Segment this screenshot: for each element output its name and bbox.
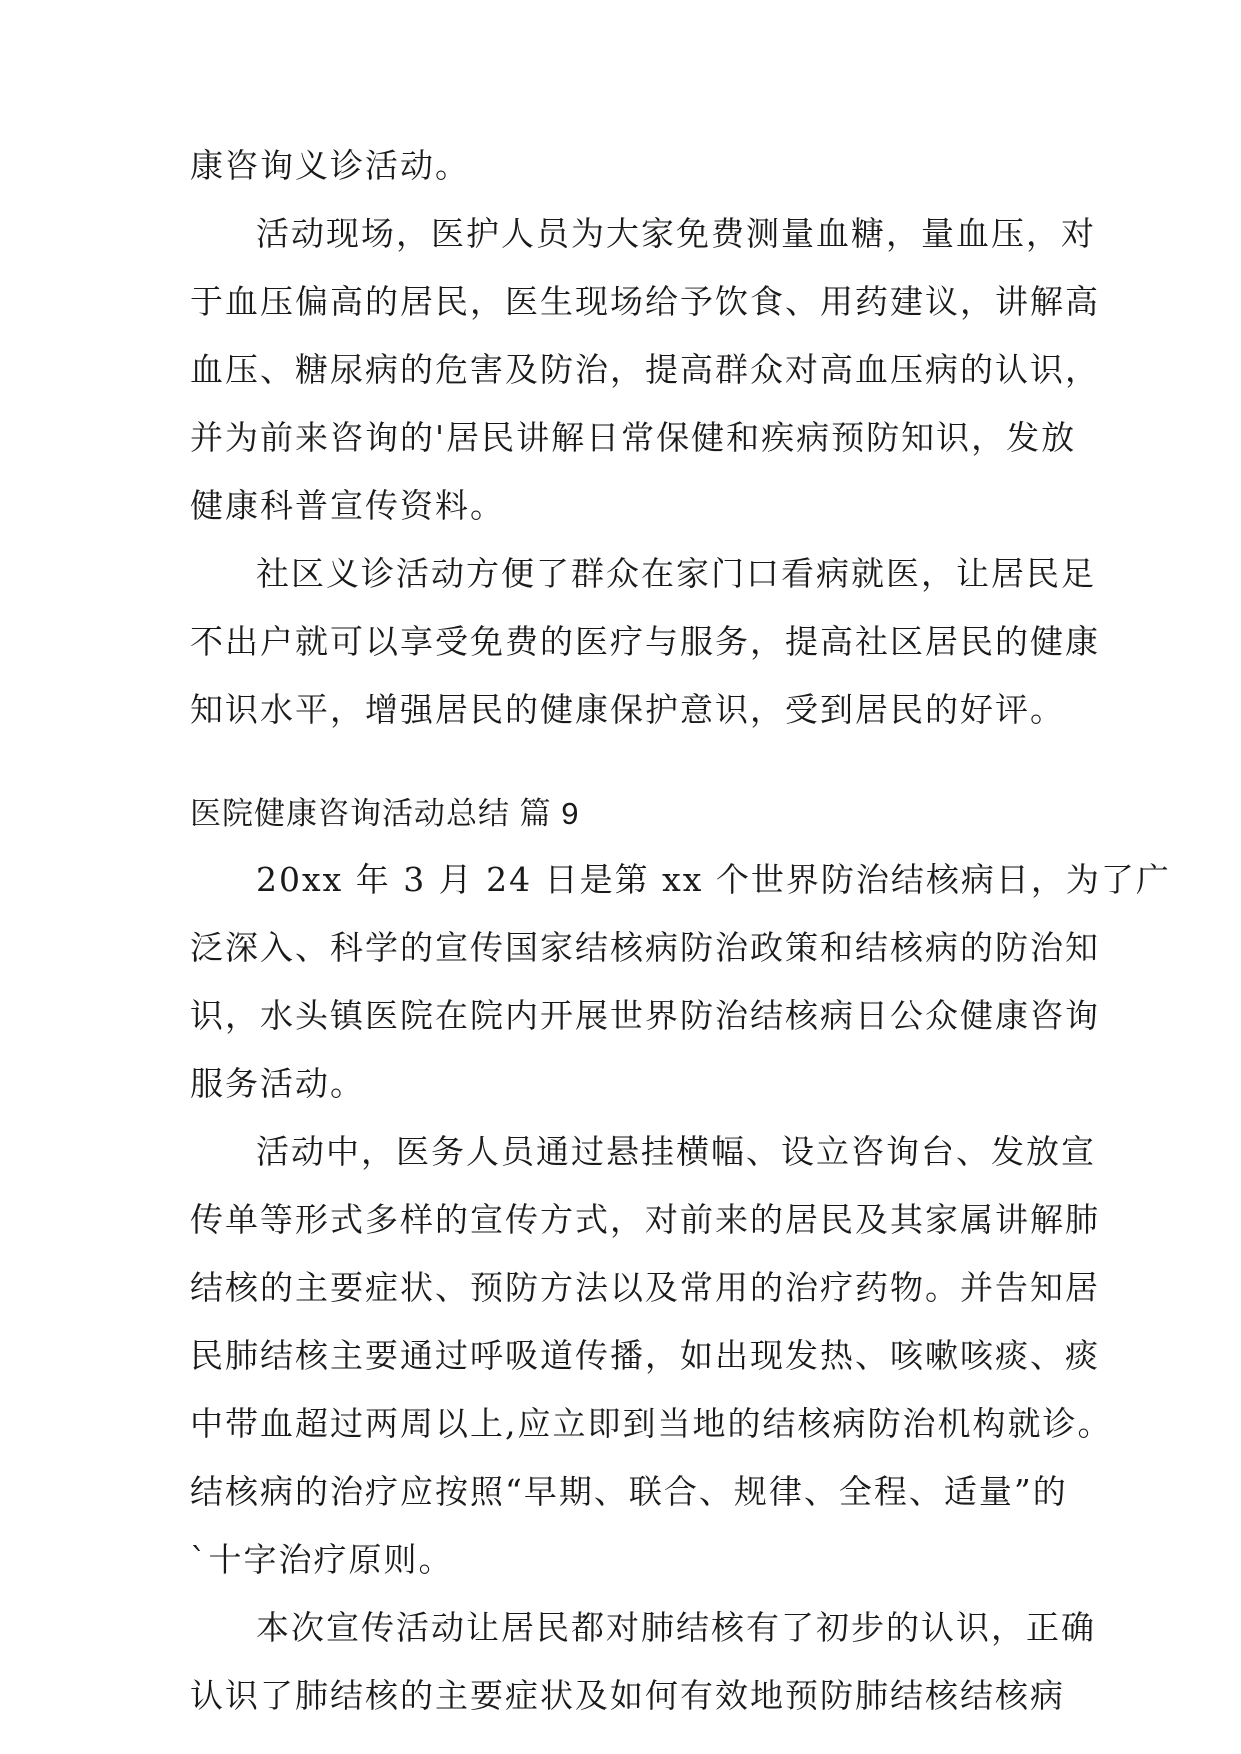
paragraph-4-line-2: 泛深入、科学的宣传国家结核病防治政策和结核病的防治知 (190, 928, 1100, 967)
paragraph-6-line-1: 本次宣传活动让居民都对肺结核有了初步的认识，正确 (256, 1608, 1096, 1647)
section-heading: 医院健康咨询活动总结 篇 9 (190, 796, 580, 831)
paragraph-5-line-7: `十字治疗原则。 (190, 1540, 454, 1579)
paragraph-6-line-2: 认识了肺结核的主要症状及如何有效地预防肺结核结核病 (190, 1676, 1065, 1715)
paragraph-4-line-1: 20xx 年 3 月 24 日是第 xx 个世界防治结核病日，为了广 (256, 860, 1171, 899)
paragraph-3-line-2: 不出户就可以享受免费的医疗与服务，提高社区居民的健康 (190, 622, 1100, 661)
paragraph-3-line-3: 知识水平，增强居民的健康保护意识，受到居民的好评。 (190, 690, 1065, 729)
paragraph-5-line-4: 民肺结核主要通过呼吸道传播，如出现发热、咳嗽咳痰、痰 (190, 1336, 1100, 1375)
paragraph-4-line-3: 识，水头镇医院在院内开展世界防治结核病日公众健康咨询 (190, 996, 1100, 1035)
paragraph-1-line-1: 康咨询义诊活动。 (190, 146, 470, 185)
paragraph-2-line-5: 健康科普宣传资料。 (190, 486, 505, 525)
paragraph-5-line-6: 结核病的治疗应按照“早期、联合、规律、全程、适量”的 (190, 1472, 1068, 1511)
paragraph-5-line-1: 活动中，医务人员通过悬挂横幅、设立咨询台、发放宣 (256, 1132, 1096, 1171)
paragraph-4-line-4: 服务活动。 (190, 1064, 365, 1103)
paragraph-5-line-3: 结核的主要症状、预防方法以及常用的治疗药物。并告知居 (190, 1268, 1100, 1307)
paragraph-2-line-1: 活动现场，医护人员为大家免费测量血糖，量血压，对 (256, 214, 1096, 253)
paragraph-2-line-4: 并为前来咨询的'居民讲解日常保健和疾病预防知识，发放 (190, 418, 1077, 457)
paragraph-5-line-2: 传单等形式多样的宣传方式，对前来的居民及其家属讲解肺 (190, 1200, 1100, 1239)
paragraph-5-line-5: 中带血超过两周以上,应立即到当地的结核病防治机构就诊。 (190, 1404, 1113, 1443)
paragraph-2-line-2: 于血压偏高的居民，医生现场给予饮食、用药建议，讲解高 (190, 282, 1100, 321)
paragraph-3-line-1: 社区义诊活动方便了群众在家门口看病就医，让居民足 (256, 554, 1096, 593)
paragraph-2-line-3: 血压、糖尿病的危害及防治，提高群众对高血压病的认识， (190, 350, 1100, 389)
